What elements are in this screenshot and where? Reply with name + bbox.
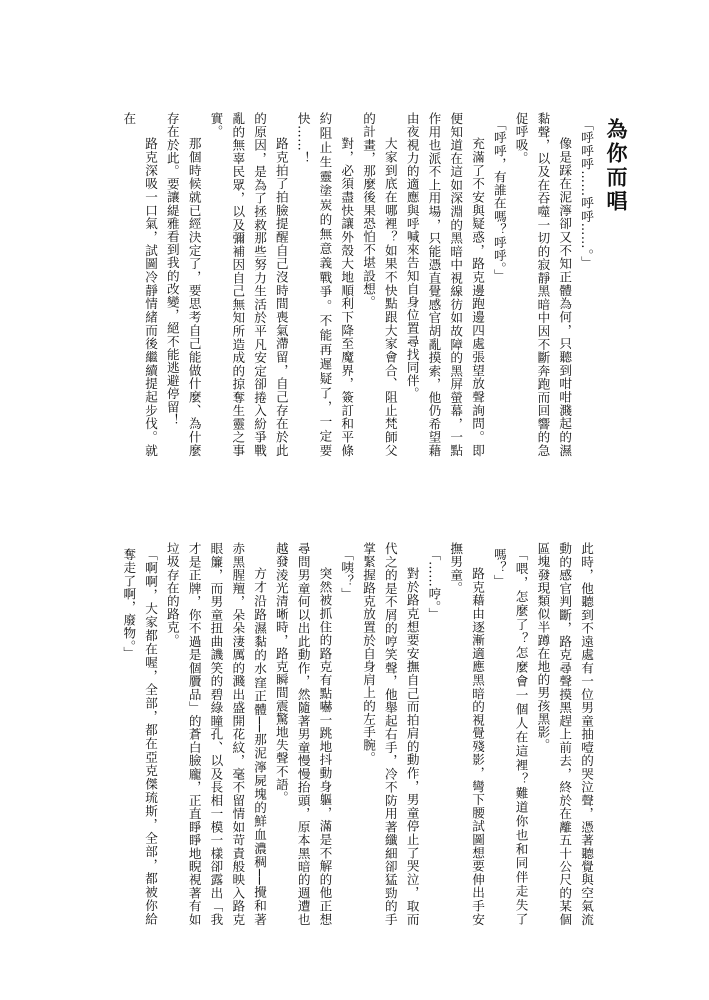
paragraph: 「喂，怎麼了？怎麼會一個人在這裡？難道你也和同伴走失了嗎？」 <box>491 548 529 926</box>
paragraph: 充滿了不安與疑惑，路克邊跑邊四處張望放聲詢問。即便知道在這如深淵的黑暗中視線彷如故障的黑屏螢幕，一點作用也派不上用場，只能憑直覺感官胡亂摸索，他仍希望藉由夜視力的適應與呼喊來告知自身位置尋找同伴。 <box>404 112 486 457</box>
paragraph: 突然被抓住的路克有點嚇一跳地抖動身軀，滿是不解的他正想尋問男童何以出此動作，然隨著男童慢慢抬頭，原本黑暗的週遭也越發淩光清晰時，路克瞬間震驚地失聲不語。 <box>273 542 333 926</box>
paragraph: 大家到底在哪裡？如果不快點跟大家會合、阻止梵師父的計畫，那麼後果恐怕不堪設想。 <box>361 112 398 457</box>
paragraph: 「……哼。」 <box>426 548 442 621</box>
chapter-title: 為你而唱 <box>604 118 628 214</box>
paragraph: 對，必須盡快讓外殼大地順利下降至魔界，簽訂和平條約阻止生靈塗炭的無意義戰爭。不能再遲疑了，一定要快……！ <box>295 112 355 457</box>
paragraph: 路克藉由逐漸適應黑暗的視覺殘影，彎下腰試圖想要伸出手安撫男童。 <box>448 542 486 926</box>
paragraph: 對於路克想要安撫自己而拍肩的動作，男童停止了哭泣，取而代之的是不屑的哼笑聲，他舉起右手，冷不防用著纖細卻猛勁的手掌緊握路克放置於自身肩上的左手腕。 <box>361 542 420 926</box>
paragraph: 像是踩在泥濘卻又不知正體為何，只聽到咁咁濺起的濕黏聲，以及在吞噬一切的寂靜黑暗中因不斷奔跑而回響的急促呼吸。 <box>513 112 573 457</box>
paragraph: 「啊啊，大家都在喔，全部，都在亞克傑琉斯，全部，都被你給奪走了啊，廢物。」 <box>121 548 159 926</box>
paragraph: 「咦？」 <box>339 548 355 601</box>
top-text-block <box>117 112 597 457</box>
paragraph: 「呼呼呼……呼呼……。」 <box>579 118 594 270</box>
paragraph: 那個時候就已經決定了，要思考自己能做什麼、為什麼存在於此。要讓緹雅看到我的改變，絕不能逃避停留！ <box>164 112 202 457</box>
paragraph: 「呼呼，有誰在嗎？呼呼。」 <box>491 118 507 283</box>
paragraph: 路克深吸一口氣，試圖冷靜情緒而後繼續提起步伐。就在 <box>121 112 159 457</box>
paragraph: 此時，他聽到不遠處有一位男童抽噎的哭泣聲，憑著聽覺與空氣流動的感官判斷，路克尋聲摸黑趕上前去，終於在離五十公尺的某個區塊發現類似半蹲在地的男孩黑影。 <box>535 542 594 926</box>
bottom-text-block <box>117 542 597 926</box>
paragraph: 方才沿路濕黏的水窪正體──那泥濘屍塊的鮮血濃稠──攪和著赤黑腥羶，朵朵淒厲的濺出盛開花紋，毫不留情如苛責般映入路克眼簾，而男童扭曲譏笑的碧綠瞳孔、以及長相一模一樣卻露出「我才是正牌，你不過是個贗品」的蒼白臉龐，正直睜睜地睨視著有如垃圾存在的路克。 <box>164 542 268 926</box>
paragraph: 路克拍了拍臉提醒自己沒時間喪氣滯留，自己存在於此的原因，是為了拯救那些努力生活於平凡安定卻捲入紛爭戰亂的無辜民眾，以及彌補因自己無知所造成的掠奪生靈之事實。 <box>208 112 289 457</box>
